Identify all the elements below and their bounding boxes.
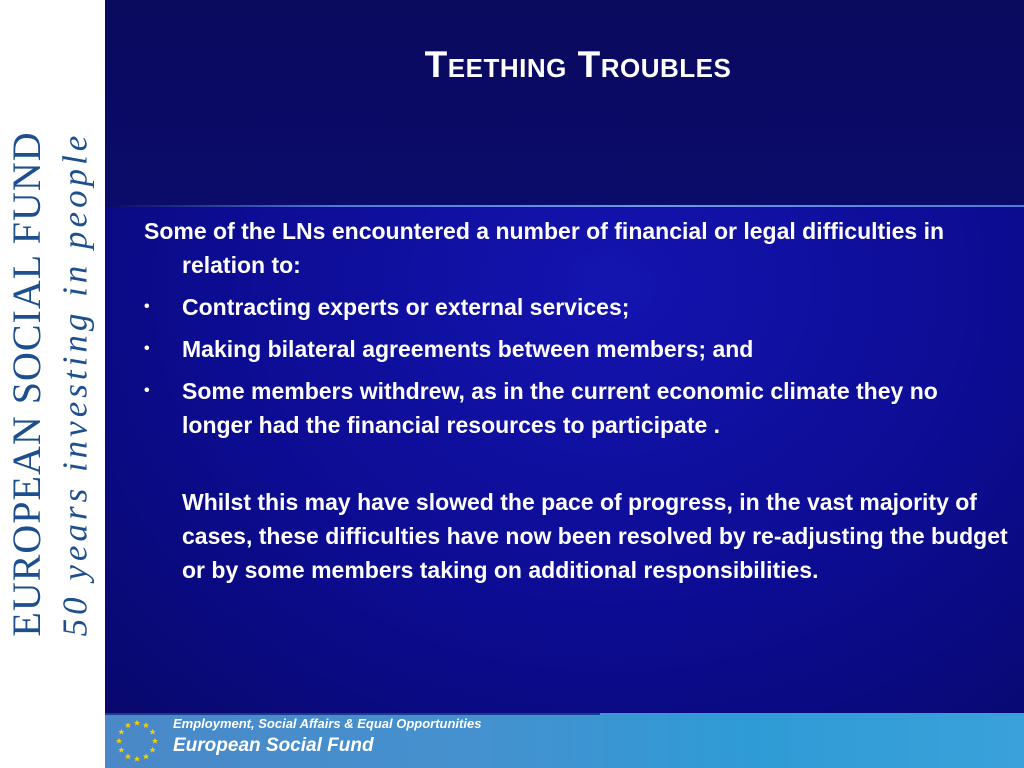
bullet-icon: •	[144, 340, 150, 357]
bullet-text: Some members withdrew, as in the current economic climate they no longer had the financial resources to participate .	[182, 378, 938, 438]
sidebar-title: EUROPEAN SOCIAL FUND	[4, 131, 49, 637]
footer-bar	[105, 713, 1024, 768]
slide-header	[105, 0, 1024, 206]
footer-department: Employment, Social Affairs & Equal Opportunities	[173, 716, 482, 731]
bullet-icon: •	[144, 298, 150, 315]
header-divider	[105, 205, 1024, 207]
footer-fund-name: European Social Fund	[173, 735, 374, 756]
intro-text: Some of the LNs encountered a number of financial or legal difficulties in relation to:	[144, 218, 945, 278]
bullet-text: Contracting experts or external services;	[182, 294, 630, 320]
footer-divider	[105, 713, 600, 715]
bullet-item	[144, 332, 1014, 366]
bullet-item	[144, 374, 1014, 442]
bullet-item	[144, 290, 1014, 324]
sidebar-banner	[0, 0, 105, 768]
sidebar-tagline: 50 years investing in people	[55, 131, 95, 637]
bullet-text: Making bilateral agreements between members; and	[182, 336, 754, 362]
closing-text: Whilst this may have slowed the pace of progress, in the vast majority of cases, these difficulties have now been resolved by re-adjusting the budget or by some members taking on additional responsibilities.	[182, 489, 1008, 583]
bullet-icon: •	[144, 382, 150, 399]
slide-content	[144, 214, 1014, 587]
slide-title: Teething Troubles	[424, 44, 732, 85]
eu-stars-icon	[113, 718, 161, 764]
